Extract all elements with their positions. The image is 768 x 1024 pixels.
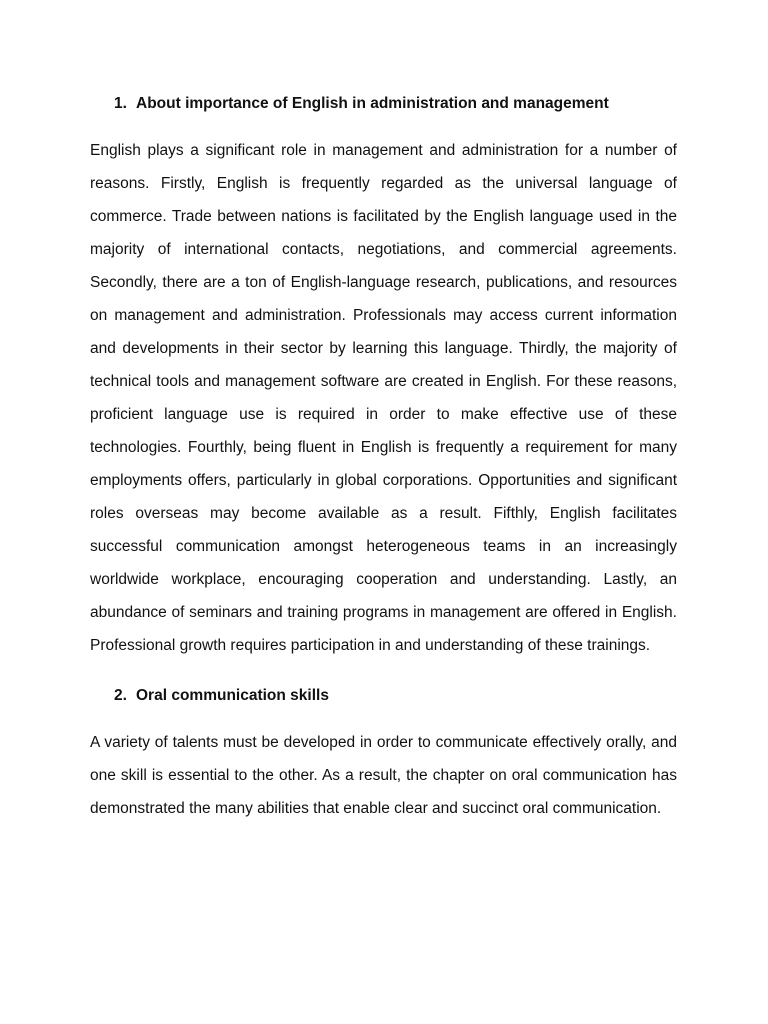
section-oral-communication — [90, 684, 677, 825]
section-paragraph: A variety of talents must be developed in order to communicate effectively orally, and one skill is essential to the other. As a result, the chapter on oral communication has demonstrated the many abilities that enable clear and succinct oral communication. — [90, 734, 677, 817]
section-heading — [114, 684, 677, 708]
section-number: 2. — [114, 687, 127, 704]
section-english-importance — [90, 92, 677, 662]
section-number: 1. — [114, 95, 127, 112]
section-title: Oral communication skills — [136, 687, 329, 704]
section-paragraph: English plays a significant role in management and administration for a number of reasons. Firstly, English is frequently regarded as the universal language of commerce. Trade between nations is facilitated by the English language used in the majority of international contacts, negotiations, and commercial agreements. Secondly, there are a ton of English-language research, publications, and resources on management and administration. Professionals may access current information and developments in their sector by learning this language. Thirdly, the majority of technical tools and management software are created in English. For these reasons, proficient language use is required in order to make effective use of these technologies. Fourthly, being fluent in English is frequently a requirement for many employments offers, particularly in global corporations. Opportunities and significant roles overseas may become available as a result. Fifthly, English facilitates successful communication amongst heterogeneous teams in an increasingly worldwide workplace, encouraging cooperation and understanding. Lastly, an abundance of seminars and training programs in management are offered in English. Professional growth requires participation in and understanding of these trainings. — [90, 142, 677, 654]
document-page — [90, 92, 677, 847]
section-heading — [114, 92, 677, 116]
section-title: About importance of English in administration and management — [136, 95, 609, 112]
